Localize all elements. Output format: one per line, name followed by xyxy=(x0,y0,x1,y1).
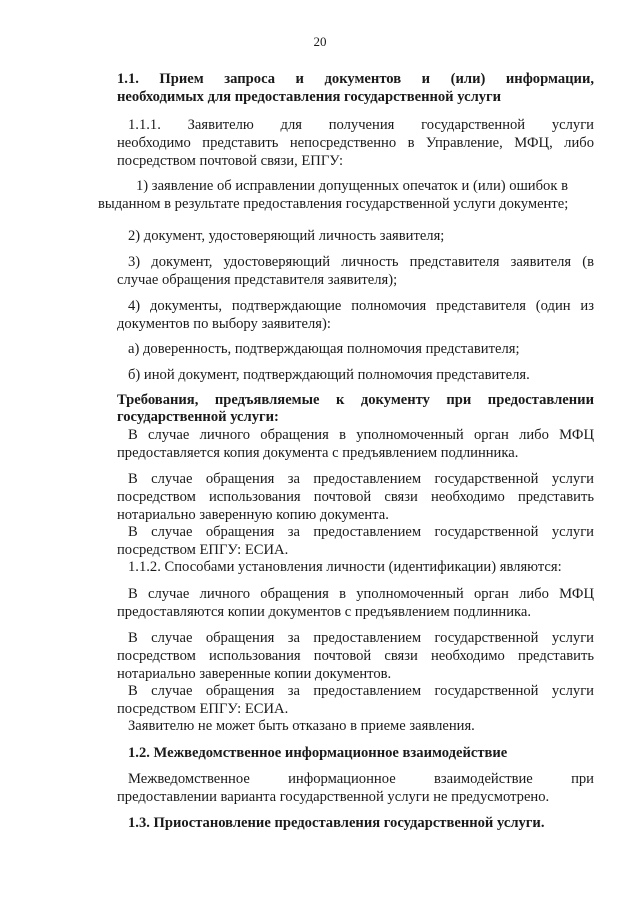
list-item-a: а) доверенность, подтверждающая полномочия представителя; xyxy=(128,341,520,357)
paragraph-1-1-1-line-3: посредством почтовой связи, ЕПГУ: xyxy=(117,153,344,169)
paragraph-1-2-line-2: предоставлении варианта государственной услуги не предусмотрено. xyxy=(117,789,550,805)
list-item-2: 2) документ, удостоверяющий личность заявителя; xyxy=(128,228,445,244)
paragraph-1-1-1-line-2: необходимо представить непосредственно в Управление, МФЦ, либо xyxy=(117,135,594,151)
paragraph-1-1-1-line-1: 1.1.1. Заявителю для получения государственной услуги xyxy=(128,117,594,133)
requirements-paragraph-1-line-1: В случае личного обращения в уполномоченный орган либо МФЦ xyxy=(128,427,594,443)
requirements-paragraph-3-line-1: В случае обращения за предоставлением государственной услуги xyxy=(128,524,594,540)
list-item-3-line-2: случае обращения представителя заявителя); xyxy=(117,272,398,288)
list-item-1-line-2: выданном в результате предоставления государственной услуги документе; xyxy=(98,196,569,212)
identification-paragraph-2-line-3: нотариально заверенные копии документов. xyxy=(117,666,392,682)
identification-paragraph-1-line-2: предоставляются копии документов с предъявлением подлинника. xyxy=(117,604,532,620)
requirements-paragraph-2-line-1: В случае обращения за предоставлением государственной услуги xyxy=(128,471,594,487)
requirements-paragraph-1-line-2: предоставляется копия документа с предъявлением подлинника. xyxy=(117,445,519,461)
requirements-paragraph-3-line-2: посредством ЕПГУ: ЕСИА. xyxy=(117,542,289,558)
section-heading-1-2: 1.2. Межведомственное информационное взаимодействие xyxy=(128,745,508,761)
paragraph-1-2-line-1: Межведомственное информационное взаимодействие при xyxy=(128,771,594,787)
identification-paragraph-3-line-2: посредством ЕПГУ: ЕСИА. xyxy=(117,701,289,717)
section-heading-1-3: 1.3. Приостановление предоставления государственной услуги. xyxy=(128,815,545,831)
requirements-heading-line-1: Требования, предъявляемые к документу при предоставлении xyxy=(117,392,594,408)
list-item-4-line-1: 4) документы, подтверждающие полномочия представителя (один из xyxy=(128,298,594,314)
list-item-3-line-1: 3) документ, удостоверяющий личность представителя заявителя (в xyxy=(128,254,594,270)
requirements-heading-line-2: государственной услуги: xyxy=(117,409,279,425)
list-item-b: б) иной документ, подтверждающий полномочия представителя. xyxy=(128,367,530,383)
page-number: 20 xyxy=(313,34,327,49)
requirements-paragraph-2-line-2: посредством использования почтовой связи необходимо представить xyxy=(117,489,594,505)
section-heading-1-1-line-2: необходимых для предоставления государственной услуги xyxy=(117,89,502,105)
list-item-4-line-2: документов по выбору заявителя): xyxy=(117,316,331,332)
identification-paragraph-1-line-1: В случае личного обращения в уполномоченный орган либо МФЦ xyxy=(128,586,594,602)
paragraph-1-1-2: 1.1.2. Способами установления личности (идентификации) являются: xyxy=(128,559,562,575)
refusal-statement: Заявителю не может быть отказано в приеме заявления. xyxy=(128,718,475,734)
identification-paragraph-2-line-1: В случае обращения за предоставлением государственной услуги xyxy=(128,630,594,646)
list-item-1-line-1: 1) заявление об исправлении допущенных опечаток и (или) ошибок в xyxy=(136,178,568,194)
requirements-paragraph-2-line-3: нотариально заверенную копию документа. xyxy=(117,507,389,523)
identification-paragraph-2-line-2: посредством использования почтовой связи необходимо представить xyxy=(117,648,594,664)
section-heading-1-1-line-1: 1.1. Прием запроса и документов и (или) информации, xyxy=(117,71,594,87)
identification-paragraph-3-line-1: В случае обращения за предоставлением государственной услуги xyxy=(128,683,594,699)
